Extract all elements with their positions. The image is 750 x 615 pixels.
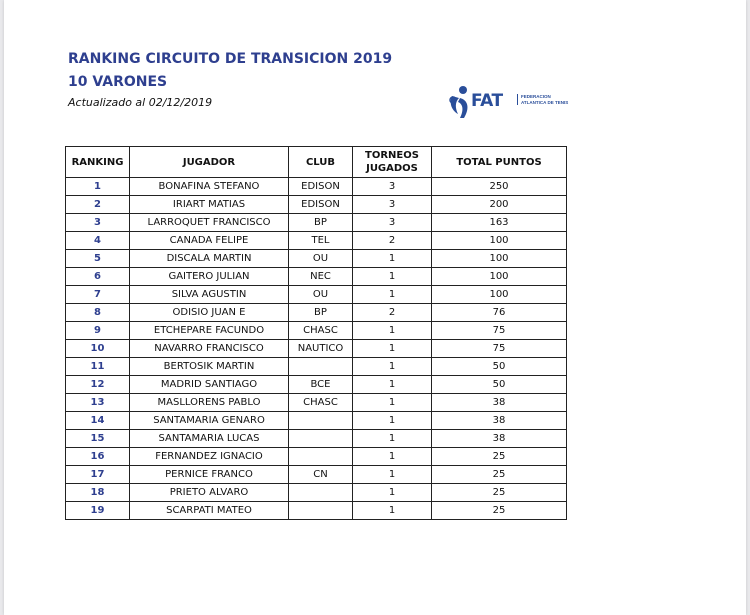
document-title: RANKING CIRCUITO DE TRANSICION 2019 — [68, 51, 393, 67]
cell-rank: 9 — [66, 322, 130, 340]
cell-player: ETCHEPARE FACUNDO — [130, 322, 289, 340]
cell-tournaments: 1 — [353, 358, 432, 376]
table-row — [66, 196, 567, 214]
table-header-row — [66, 147, 567, 178]
cell-tournaments: 1 — [353, 286, 432, 304]
cell-player: LARROQUET FRANCISCO — [130, 214, 289, 232]
cell-points: 25 — [432, 502, 567, 520]
cell-tournaments: 1 — [353, 484, 432, 502]
cell-tournaments: 1 — [353, 412, 432, 430]
table-row — [66, 322, 567, 340]
table-row — [66, 412, 567, 430]
cell-tournaments: 2 — [353, 232, 432, 250]
cell-club: NAUTICO — [289, 340, 353, 358]
cell-player: GAITERO JULIAN — [130, 268, 289, 286]
cell-rank: 6 — [66, 268, 130, 286]
cell-points: 25 — [432, 448, 567, 466]
header-torneos-label: TORNEOS JUGADOS — [365, 150, 419, 174]
cell-rank: 10 — [66, 340, 130, 358]
table-row — [66, 304, 567, 322]
cell-tournaments: 1 — [353, 448, 432, 466]
table-row — [66, 340, 567, 358]
cell-player: SANTAMARIA LUCAS — [130, 430, 289, 448]
cell-player: SANTAMARIA GENARO — [130, 412, 289, 430]
cell-club — [289, 448, 353, 466]
cell-points: 50 — [432, 376, 567, 394]
table-row — [66, 232, 567, 250]
cell-tournaments: 1 — [353, 322, 432, 340]
cell-player: DISCALA MARTIN — [130, 250, 289, 268]
table-row — [66, 502, 567, 520]
header-jugador: JUGADOR — [130, 147, 289, 178]
cell-points: 100 — [432, 232, 567, 250]
cell-tournaments: 3 — [353, 214, 432, 232]
table-row — [66, 448, 567, 466]
cell-points: 76 — [432, 304, 567, 322]
cell-club: CHASC — [289, 322, 353, 340]
cell-tournaments: 1 — [353, 430, 432, 448]
cell-rank: 18 — [66, 484, 130, 502]
document-page — [4, 0, 746, 615]
cell-rank: 12 — [66, 376, 130, 394]
cell-points: 100 — [432, 268, 567, 286]
cell-club: TEL — [289, 232, 353, 250]
cell-player: SILVA AGUSTIN — [130, 286, 289, 304]
table-row — [66, 268, 567, 286]
cell-club: CN — [289, 466, 353, 484]
cell-player: PERNICE FRANCO — [130, 466, 289, 484]
cell-player: PRIETO ALVARO — [130, 484, 289, 502]
cell-club: BP — [289, 214, 353, 232]
cell-rank: 11 — [66, 358, 130, 376]
cell-tournaments: 1 — [353, 394, 432, 412]
cell-player: NAVARRO FRANCISCO — [130, 340, 289, 358]
table-row — [66, 466, 567, 484]
cell-rank: 17 — [66, 466, 130, 484]
header-torneos — [353, 147, 432, 178]
cell-rank: 13 — [66, 394, 130, 412]
table-row — [66, 358, 567, 376]
cell-club — [289, 484, 353, 502]
cell-player: IRIART MATIAS — [130, 196, 289, 214]
table-row — [66, 250, 567, 268]
cell-rank: 1 — [66, 178, 130, 196]
cell-rank: 16 — [66, 448, 130, 466]
updated-date: Actualizado al 02/12/2019 — [68, 96, 213, 109]
table-row — [66, 484, 567, 502]
logo-text: FAT — [471, 91, 503, 111]
cell-club — [289, 358, 353, 376]
cell-player: CANADA FELIPE — [130, 232, 289, 250]
cell-club: BCE — [289, 376, 353, 394]
ranking-table — [65, 146, 567, 520]
cell-points: 100 — [432, 250, 567, 268]
cell-club: OU — [289, 286, 353, 304]
cell-rank: 19 — [66, 502, 130, 520]
cell-tournaments: 1 — [353, 466, 432, 484]
cell-club — [289, 502, 353, 520]
cell-club: OU — [289, 250, 353, 268]
cell-club: CHASC — [289, 394, 353, 412]
cell-player: MASLLORENS PABLO — [130, 394, 289, 412]
table-row — [66, 376, 567, 394]
cell-points: 250 — [432, 178, 567, 196]
cell-tournaments: 3 — [353, 196, 432, 214]
cell-rank: 2 — [66, 196, 130, 214]
cell-tournaments: 2 — [353, 304, 432, 322]
cell-points: 38 — [432, 412, 567, 430]
cell-points: 200 — [432, 196, 567, 214]
cell-tournaments: 1 — [353, 502, 432, 520]
table-row — [66, 178, 567, 196]
cell-player: SCARPATI MATEO — [130, 502, 289, 520]
table-row — [66, 286, 567, 304]
category-title: 10 VARONES — [68, 74, 168, 90]
header-total-puntos: TOTAL PUNTOS — [432, 147, 567, 178]
table-row — [66, 214, 567, 232]
cell-tournaments: 1 — [353, 340, 432, 358]
cell-rank: 5 — [66, 250, 130, 268]
cell-points: 25 — [432, 466, 567, 484]
cell-points: 38 — [432, 430, 567, 448]
cell-points: 38 — [432, 394, 567, 412]
cell-points: 163 — [432, 214, 567, 232]
cell-tournaments: 3 — [353, 178, 432, 196]
cell-points: 50 — [432, 358, 567, 376]
cell-rank: 7 — [66, 286, 130, 304]
cell-tournaments: 1 — [353, 250, 432, 268]
table-row — [66, 394, 567, 412]
cell-tournaments: 1 — [353, 268, 432, 286]
cell-club: NEC — [289, 268, 353, 286]
cell-player: ODISIO JUAN E — [130, 304, 289, 322]
header-club: CLUB — [289, 147, 353, 178]
cell-player: BERTOSIK MARTIN — [130, 358, 289, 376]
cell-rank: 14 — [66, 412, 130, 430]
cell-points: 100 — [432, 286, 567, 304]
cell-club: BP — [289, 304, 353, 322]
cell-rank: 8 — [66, 304, 130, 322]
cell-club: EDISON — [289, 178, 353, 196]
logo-subtext: FEDERACION ATLANTICA DE TENIS — [517, 94, 571, 105]
cell-rank: 15 — [66, 430, 130, 448]
cell-points: 75 — [432, 340, 567, 358]
cell-points: 25 — [432, 484, 567, 502]
cell-club — [289, 430, 353, 448]
fat-logo — [444, 80, 570, 126]
cell-player: BONAFINA STEFANO — [130, 178, 289, 196]
table-row — [66, 430, 567, 448]
cell-player: MADRID SANTIAGO — [130, 376, 289, 394]
cell-points: 75 — [432, 322, 567, 340]
cell-tournaments: 1 — [353, 376, 432, 394]
cell-rank: 3 — [66, 214, 130, 232]
cell-club: EDISON — [289, 196, 353, 214]
cell-rank: 4 — [66, 232, 130, 250]
header-ranking: RANKING — [66, 147, 130, 178]
cell-club — [289, 412, 353, 430]
cell-player: FERNANDEZ IGNACIO — [130, 448, 289, 466]
